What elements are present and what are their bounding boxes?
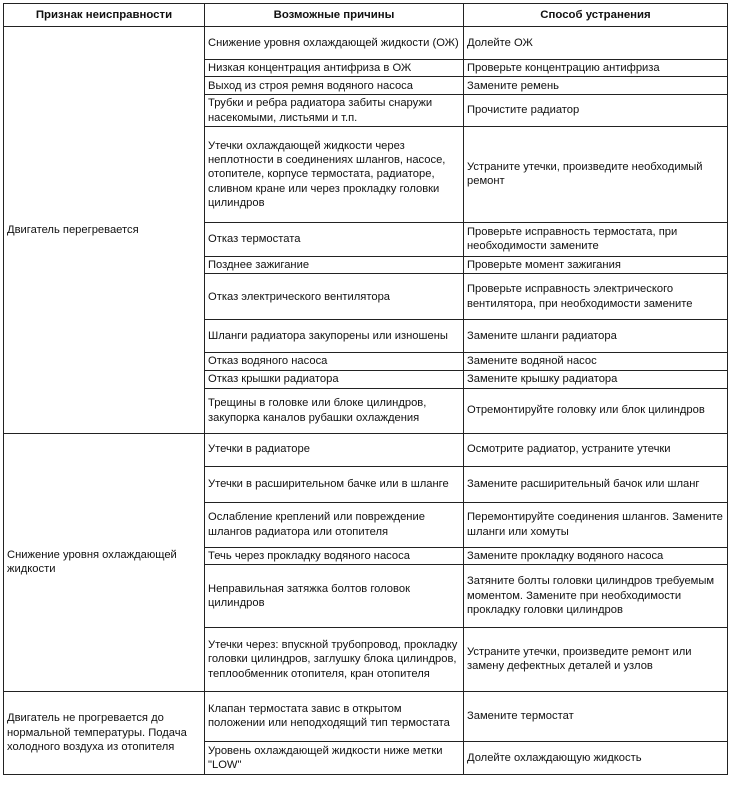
table-row xyxy=(4,691,728,741)
cause-cell: Отказ термостата xyxy=(205,222,464,256)
cause-cell: Трещины в головке или блоке цилиндров, закупорка каналов рубашки охлаждения xyxy=(205,388,464,433)
remedy-cell: Замените прокладку водяного насоса xyxy=(464,547,728,564)
cause-cell: Клапан термостата завис в открытом положении или неподходящий тип термостата xyxy=(205,691,464,741)
cause-cell: Позднее зажигание xyxy=(205,256,464,273)
remedy-cell: Замените расширительный бачок или шланг xyxy=(464,466,728,502)
cause-cell: Трубки и ребра радиатора забиты снаружи насекомыми, листьями и т.п. xyxy=(205,95,464,127)
remedy-cell: Проверьте исправность термостата, при необходимости замените xyxy=(464,222,728,256)
cause-cell: Отказ электрического вентилятора xyxy=(205,274,464,320)
remedy-cell: Затяните болты головки цилиндров требуемым моментом. Замените при необходимости прокладку головки цилиндров xyxy=(464,564,728,627)
cause-cell: Утечки охлаждающей жидкости через неплотности в соединениях шлангов, насосе, отопителе, корпусе термостата, радиаторе, сливном кране или через прокладку головки цилиндров xyxy=(205,126,464,222)
header-causes: Возможные причины xyxy=(205,4,464,27)
remedy-cell: Замените водяной насос xyxy=(464,353,728,370)
symptom-cell: Двигатель не прогревается до нормальной температуры. Подача холодного воздуха из отопителя xyxy=(4,691,205,774)
header-symptom: Признак неисправности xyxy=(4,4,205,27)
header-row xyxy=(4,4,728,27)
cause-cell: Отказ крышки радиатора xyxy=(205,370,464,388)
remedy-cell: Осмотрите радиатор, устраните утечки xyxy=(464,433,728,466)
remedy-cell: Замените крышку радиатора xyxy=(464,370,728,388)
cause-cell: Снижение уровня охлаждающей жидкости (ОЖ) xyxy=(205,27,464,60)
remedy-cell: Перемонтируйте соединения шлангов. Замените шланги или хомуты xyxy=(464,502,728,547)
remedy-cell: Проверьте исправность электрического вентилятора, при необходимости замените xyxy=(464,274,728,320)
remedy-cell: Отремонтируйте головку или блок цилиндров xyxy=(464,388,728,433)
cause-cell: Шланги радиатора закупорены или изношены xyxy=(205,320,464,353)
cause-cell: Отказ водяного насоса xyxy=(205,353,464,370)
remedy-cell: Устраните утечки, произведите необходимый ремонт xyxy=(464,126,728,222)
remedy-cell: Прочистите радиатор xyxy=(464,95,728,127)
header-remedy: Способ устранения xyxy=(464,4,728,27)
cause-cell: Утечки через: впускной трубопровод, прокладку головки цилиндров, заглушку блока цилиндров, теплообменник отопителя, кран отопителя xyxy=(205,627,464,691)
troubleshooting-table xyxy=(3,3,728,775)
table-row xyxy=(4,27,728,60)
table-row xyxy=(4,433,728,466)
remedy-cell: Замените ремень xyxy=(464,77,728,95)
symptom-cell: Двигатель перегревается xyxy=(4,27,205,434)
remedy-cell: Проверьте момент зажигания xyxy=(464,256,728,273)
remedy-cell: Устраните утечки, произведите ремонт или замену дефектных деталей и узлов xyxy=(464,627,728,691)
remedy-cell: Долейте охлаждающую жидкость xyxy=(464,741,728,774)
cause-cell: Выход из строя ремня водяного насоса xyxy=(205,77,464,95)
cause-cell: Течь через прокладку водяного насоса xyxy=(205,547,464,564)
cause-cell: Утечки в радиаторе xyxy=(205,433,464,466)
cause-cell: Утечки в расширительном бачке или в шланге xyxy=(205,466,464,502)
remedy-cell: Проверьте концентрацию антифриза xyxy=(464,60,728,77)
remedy-cell: Долейте ОЖ xyxy=(464,27,728,60)
symptom-cell: Снижение уровня охлаждающей жидкости xyxy=(4,433,205,691)
cause-cell: Неправильная затяжка болтов головок цилиндров xyxy=(205,564,464,627)
cause-cell: Уровень охлаждающей жидкости ниже метки "LOW" xyxy=(205,741,464,774)
remedy-cell: Замените термостат xyxy=(464,691,728,741)
cause-cell: Низкая концентрация антифриза в ОЖ xyxy=(205,60,464,77)
remedy-cell: Замените шланги радиатора xyxy=(464,320,728,353)
cause-cell: Ослабление креплений или повреждение шлангов радиатора или отопителя xyxy=(205,502,464,547)
